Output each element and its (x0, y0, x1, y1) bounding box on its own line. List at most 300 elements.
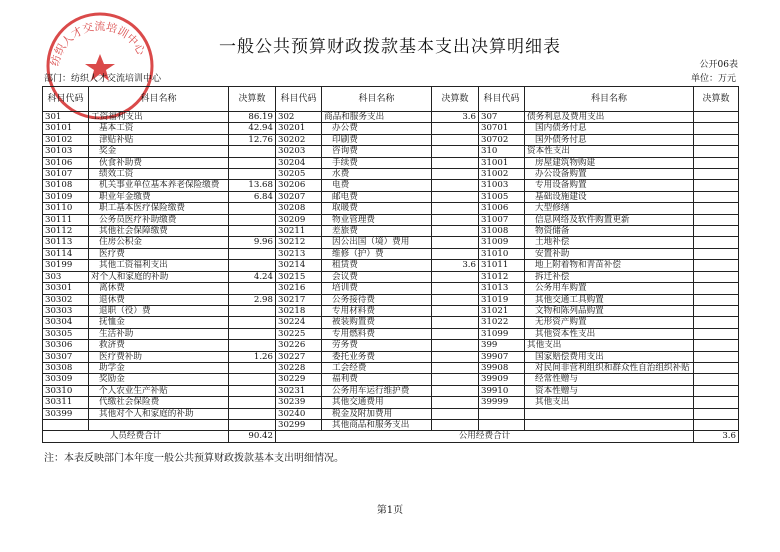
cell-code: 31006 (479, 203, 525, 214)
cell-code: 30107 (43, 169, 89, 180)
table-row (43, 294, 739, 305)
cell-code: 31010 (479, 248, 525, 259)
cell-code: 30231 (276, 385, 322, 396)
table-row (43, 248, 739, 259)
table-row (43, 385, 739, 396)
cell-name: 医疗费补助 (89, 351, 229, 362)
cell-name: 水费 (322, 169, 432, 180)
header-amount-3: 决算数 (694, 87, 739, 112)
cell-name: 其他对个人和家庭的补助 (89, 408, 229, 419)
cell-amount (229, 328, 276, 339)
cell-amount (432, 305, 479, 316)
cell-name: 安置补助 (525, 248, 694, 259)
cell-name: 公务接待费 (322, 294, 432, 305)
cell-code: 30211 (276, 226, 322, 237)
cell-name: 对民间非营利组织和群众性自治组织补贴 (525, 362, 694, 373)
cell-amount (694, 146, 739, 157)
cell-name: 其他支出 (525, 397, 694, 408)
cell-code: 30226 (276, 340, 322, 351)
cell-code: 30109 (43, 191, 89, 202)
cell-code: 30702 (479, 134, 525, 145)
cell-amount (694, 123, 739, 134)
header-code-2: 科目代码 (276, 87, 322, 112)
cell-name: 拆迁补偿 (525, 271, 694, 282)
table-row (43, 112, 739, 123)
cell-amount: 13.68 (229, 180, 276, 191)
cell-name: 奖励金 (89, 374, 229, 385)
cell-name: 抚恤金 (89, 317, 229, 328)
table-header-row (43, 87, 739, 112)
cell-amount (694, 169, 739, 180)
table-row (43, 374, 739, 385)
table-row (43, 157, 739, 168)
table-row (43, 283, 739, 294)
cell-amount (432, 146, 479, 157)
cell-name: 对个人和家庭的补助 (89, 271, 229, 282)
cell-name: 基本工资 (89, 123, 229, 134)
cell-code: 30206 (276, 180, 322, 191)
cell-name: 救济费 (89, 340, 229, 351)
cell-amount (694, 283, 739, 294)
cell-amount (432, 203, 479, 214)
cell-name: 物业管理费 (322, 214, 432, 225)
header-name-1: 科目名称 (89, 87, 229, 112)
cell-code: 30225 (276, 328, 322, 339)
header-code-1: 科目代码 (43, 87, 89, 112)
cell-name: 商品和服务支出 (322, 112, 432, 123)
cell-amount (694, 157, 739, 168)
cell-name: 被装购置费 (322, 317, 432, 328)
cell-amount (432, 328, 479, 339)
cell-amount (432, 180, 479, 191)
cell-code: 30111 (43, 214, 89, 225)
table-row (43, 260, 739, 271)
table-row (43, 317, 739, 328)
cell-code: 30303 (43, 305, 89, 316)
cell-code: 30114 (43, 248, 89, 259)
table-row (43, 271, 739, 282)
personnel-total-label: 人员经费合计 (43, 431, 229, 442)
cell-name: 退休费 (89, 294, 229, 305)
cell-code: 30201 (276, 123, 322, 134)
cell-code: 31022 (479, 317, 525, 328)
cell-name: 专用材料费 (322, 305, 432, 316)
cell-amount (432, 385, 479, 396)
cell-name: 福利费 (322, 374, 432, 385)
cell-code: 30228 (276, 362, 322, 373)
cell-name: 机关事业单位基本养老保险缴费 (89, 180, 229, 191)
table-row (43, 146, 739, 157)
cell-code: 31019 (479, 294, 525, 305)
cell-name: 绩效工资 (89, 169, 229, 180)
cell-code: 31099 (479, 328, 525, 339)
cell-code (479, 408, 525, 419)
cell-code: 301 (43, 112, 89, 123)
cell-code: 31001 (479, 157, 525, 168)
cell-name: 税金及附加费用 (322, 408, 432, 419)
cell-amount (229, 305, 276, 316)
cell-name: 国家赔偿费用支出 (525, 351, 694, 362)
cell-amount (432, 340, 479, 351)
cell-name: 经常性赠与 (525, 374, 694, 385)
cell-name: 办公设备购置 (525, 169, 694, 180)
cell-amount (694, 328, 739, 339)
cell-name (525, 419, 694, 430)
cell-code: 39908 (479, 362, 525, 373)
header-amount-1: 决算数 (229, 87, 276, 112)
cell-amount: 12.76 (229, 134, 276, 145)
cell-code: 30227 (276, 351, 322, 362)
cell-amount (432, 191, 479, 202)
cell-name: 资本性赠与 (525, 385, 694, 396)
page-title: 一般公共预算财政拨款基本支出决算明细表 (219, 37, 561, 57)
table-row (43, 408, 739, 419)
cell-amount (432, 397, 479, 408)
table-row (43, 305, 739, 316)
cell-amount (229, 374, 276, 385)
cell-amount (694, 112, 739, 123)
cell-name: 退职（役）费 (89, 305, 229, 316)
cell-code: 39910 (479, 385, 525, 396)
cell-name: 租赁费 (322, 260, 432, 271)
cell-code (479, 419, 525, 430)
cell-amount (694, 397, 739, 408)
cell-code: 30103 (43, 146, 89, 157)
cell-code: 30106 (43, 157, 89, 168)
cell-amount: 86.19 (229, 112, 276, 123)
cell-name: 培训费 (322, 283, 432, 294)
public-total-label: 公用经费合计 (276, 431, 694, 442)
cell-name: 离休费 (89, 283, 229, 294)
totals-row (43, 431, 739, 442)
cell-code: 31007 (479, 214, 525, 225)
cell-amount: 3.6 (432, 260, 479, 271)
cell-amount (694, 351, 739, 362)
cell-code: 30213 (276, 248, 322, 259)
cell-code: 30301 (43, 283, 89, 294)
cell-name: 印刷费 (322, 134, 432, 145)
cell-amount (229, 340, 276, 351)
cell-code: 30239 (276, 397, 322, 408)
cell-name: 咨询费 (322, 146, 432, 157)
cell-code: 31008 (479, 226, 525, 237)
cell-name: 国内债务付息 (525, 123, 694, 134)
cell-code: 30112 (43, 226, 89, 237)
cell-amount (694, 260, 739, 271)
table-row (43, 351, 739, 362)
cell-code: 39907 (479, 351, 525, 362)
cell-amount (694, 226, 739, 237)
cell-amount (694, 271, 739, 282)
cell-code: 30212 (276, 237, 322, 248)
cell-code: 302 (276, 112, 322, 123)
cell-amount (694, 419, 739, 430)
cell-code: 30229 (276, 374, 322, 385)
cell-amount (432, 351, 479, 362)
cell-name: 津贴补贴 (89, 134, 229, 145)
cell-name: 职业年金缴费 (89, 191, 229, 202)
cell-amount (694, 305, 739, 316)
cell-amount: 3.6 (432, 112, 479, 123)
table-row (43, 226, 739, 237)
cell-code: 31003 (479, 180, 525, 191)
cell-code: 30216 (276, 283, 322, 294)
cell-name: 其他社会保障缴费 (89, 226, 229, 237)
cell-amount (229, 226, 276, 237)
cell-code: 30224 (276, 317, 322, 328)
cell-name: 其他交通工具购置 (525, 294, 694, 305)
cell-amount (229, 146, 276, 157)
cell-amount (229, 397, 276, 408)
cell-name: 公务用车购置 (525, 283, 694, 294)
cell-amount: 9.96 (229, 237, 276, 248)
header-code-3: 科目代码 (479, 87, 525, 112)
cell-code: 30701 (479, 123, 525, 134)
cell-code: 39999 (479, 397, 525, 408)
cell-amount (229, 203, 276, 214)
cell-code: 30214 (276, 260, 322, 271)
cell-name: 取暖费 (322, 203, 432, 214)
cell-amount (432, 294, 479, 305)
cell-amount (694, 134, 739, 145)
cell-code: 30113 (43, 237, 89, 248)
unit-label: 单位：万元 (690, 74, 736, 84)
cell-amount (694, 180, 739, 191)
cell-name: 公务员医疗补助缴费 (89, 214, 229, 225)
cell-amount (432, 419, 479, 430)
cell-name: 工会经费 (322, 362, 432, 373)
cell-amount: 42.94 (229, 123, 276, 134)
cell-name: 地上附着物和青苗补偿 (525, 260, 694, 271)
cell-code: 30306 (43, 340, 89, 351)
cell-code: 30311 (43, 397, 89, 408)
cell-amount (432, 362, 479, 373)
cell-amount (694, 362, 739, 373)
cell-amount: 4.24 (229, 271, 276, 282)
cell-name: 电费 (322, 180, 432, 191)
cell-code: 30102 (43, 134, 89, 145)
cell-name: 差旅费 (322, 226, 432, 237)
cell-code: 30101 (43, 123, 89, 134)
expenditure-table (42, 86, 739, 443)
public-total-value: 3.6 (694, 431, 739, 442)
cell-code: 39909 (479, 374, 525, 385)
cell-code: 30310 (43, 385, 89, 396)
cell-code: 30204 (276, 157, 322, 168)
cell-name: 基础设施建设 (525, 191, 694, 202)
cell-amount (229, 169, 276, 180)
table-row (43, 123, 739, 134)
cell-name: 专用设备购置 (525, 180, 694, 191)
cell-name: 委托业务费 (322, 351, 432, 362)
cell-amount (432, 123, 479, 134)
cell-amount (432, 169, 479, 180)
cell-code: 30302 (43, 294, 89, 305)
cell-code: 30202 (276, 134, 322, 145)
cell-code (43, 419, 89, 430)
table-row (43, 191, 739, 202)
department-label: 部门：纺织人才交流培训中心 (44, 74, 162, 84)
cell-amount (432, 157, 479, 168)
cell-name: 住房公积金 (89, 237, 229, 248)
table-row (43, 134, 739, 145)
cell-amount (229, 214, 276, 225)
cell-amount (432, 134, 479, 145)
cell-name: 个人农业生产补贴 (89, 385, 229, 396)
cell-amount (229, 248, 276, 259)
table-row (43, 397, 739, 408)
cell-amount (229, 260, 276, 271)
cell-name: 国外债务付息 (525, 134, 694, 145)
cell-amount (432, 271, 479, 282)
table-row (43, 328, 739, 339)
cell-code: 30399 (43, 408, 89, 419)
cell-code: 30240 (276, 408, 322, 419)
table-note: 注：本表反映部门本年度一般公共预算财政拨款基本支出明细情况。 (44, 453, 344, 464)
cell-code: 30305 (43, 328, 89, 339)
cell-amount: 1.26 (229, 351, 276, 362)
cell-name: 房屋建筑物购建 (525, 157, 694, 168)
cell-amount (432, 408, 479, 419)
cell-amount (229, 362, 276, 373)
cell-name: 工资福利支出 (89, 112, 229, 123)
cell-name: 债务利息及费用支出 (525, 112, 694, 123)
cell-name (89, 419, 229, 430)
cell-code: 31012 (479, 271, 525, 282)
cell-name: 其他资本性支出 (525, 328, 694, 339)
cell-code: 30205 (276, 169, 322, 180)
cell-amount (432, 317, 479, 328)
cell-name: 会议费 (322, 271, 432, 282)
cell-code: 30309 (43, 374, 89, 385)
cell-name: 其他工资福利支出 (89, 260, 229, 271)
cell-name: 因公出国（境）费用 (322, 237, 432, 248)
cell-name: 医疗费 (89, 248, 229, 259)
table-row (43, 203, 739, 214)
table-row (43, 214, 739, 225)
cell-name: 其他商品和服务支出 (322, 419, 432, 430)
cell-name: 专用燃料费 (322, 328, 432, 339)
cell-code: 30299 (276, 419, 322, 430)
cell-amount (694, 237, 739, 248)
cell-amount (229, 283, 276, 294)
table-row (43, 340, 739, 351)
cell-name: 物资储备 (525, 226, 694, 237)
cell-name: 职工基本医疗保险缴费 (89, 203, 229, 214)
cell-code: 31009 (479, 237, 525, 248)
cell-name: 劳务费 (322, 340, 432, 351)
cell-code: 303 (43, 271, 89, 282)
cell-name: 文物和陈列品购置 (525, 305, 694, 316)
cell-amount (432, 226, 479, 237)
cell-code: 30108 (43, 180, 89, 191)
cell-code: 31002 (479, 169, 525, 180)
table-row (43, 419, 739, 430)
cell-name: 无形资产购置 (525, 317, 694, 328)
header-name-2: 科目名称 (322, 87, 432, 112)
page-number: 第1页 (376, 505, 404, 516)
cell-code: 30215 (276, 271, 322, 282)
cell-amount (229, 157, 276, 168)
cell-amount (694, 408, 739, 419)
cell-name: 手续费 (322, 157, 432, 168)
cell-code: 30203 (276, 146, 322, 157)
cell-code: 30308 (43, 362, 89, 373)
cell-name: 大型修缮 (525, 203, 694, 214)
cell-name: 维修（护）费 (322, 248, 432, 259)
cell-amount (694, 317, 739, 328)
cell-amount (432, 283, 479, 294)
cell-amount (229, 419, 276, 430)
cell-amount (694, 294, 739, 305)
cell-name (525, 408, 694, 419)
cell-code: 399 (479, 340, 525, 351)
cell-name: 奖金 (89, 146, 229, 157)
cell-name: 其他支出 (525, 340, 694, 351)
cell-amount (229, 317, 276, 328)
cell-name: 伙食补助费 (89, 157, 229, 168)
cell-amount (229, 408, 276, 419)
cell-amount (694, 191, 739, 202)
header-name-3: 科目名称 (525, 87, 694, 112)
cell-amount (432, 374, 479, 385)
cell-code: 31011 (479, 260, 525, 271)
cell-code: 310 (479, 146, 525, 157)
cell-code: 30217 (276, 294, 322, 305)
cell-amount (694, 340, 739, 351)
cell-code: 30199 (43, 260, 89, 271)
cell-name: 公务用车运行维护费 (322, 385, 432, 396)
cell-amount (432, 248, 479, 259)
cell-code: 30218 (276, 305, 322, 316)
cell-code: 30304 (43, 317, 89, 328)
cell-name: 土地补偿 (525, 237, 694, 248)
cell-amount (694, 374, 739, 385)
cell-name: 资本性支出 (525, 146, 694, 157)
cell-amount: 2.98 (229, 294, 276, 305)
cell-name: 助学金 (89, 362, 229, 373)
cell-amount (694, 385, 739, 396)
cell-code: 30207 (276, 191, 322, 202)
cell-code: 31013 (479, 283, 525, 294)
cell-name: 生活补助 (89, 328, 229, 339)
cell-amount (694, 248, 739, 259)
svg-text:纺织人才交流培训中心: 纺织人才交流培训中心 (48, 19, 148, 68)
cell-code: 31005 (479, 191, 525, 202)
form-number: 公开06表 (699, 60, 738, 70)
cell-amount (229, 385, 276, 396)
cell-code: 30208 (276, 203, 322, 214)
cell-name: 办公费 (322, 123, 432, 134)
personnel-total-value: 90.42 (229, 431, 276, 442)
cell-name: 代缴社会保险费 (89, 397, 229, 408)
table-row (43, 237, 739, 248)
cell-code: 30209 (276, 214, 322, 225)
cell-name: 信息网络及软件购置更新 (525, 214, 694, 225)
cell-amount (432, 237, 479, 248)
cell-name: 其他交通费用 (322, 397, 432, 408)
cell-code: 31021 (479, 305, 525, 316)
table-row (43, 169, 739, 180)
cell-amount (694, 214, 739, 225)
table-row (43, 362, 739, 373)
table-row (43, 180, 739, 191)
cell-name: 邮电费 (322, 191, 432, 202)
header-amount-2: 决算数 (432, 87, 479, 112)
cell-amount (432, 214, 479, 225)
cell-amount: 6.84 (229, 191, 276, 202)
cell-code: 30307 (43, 351, 89, 362)
